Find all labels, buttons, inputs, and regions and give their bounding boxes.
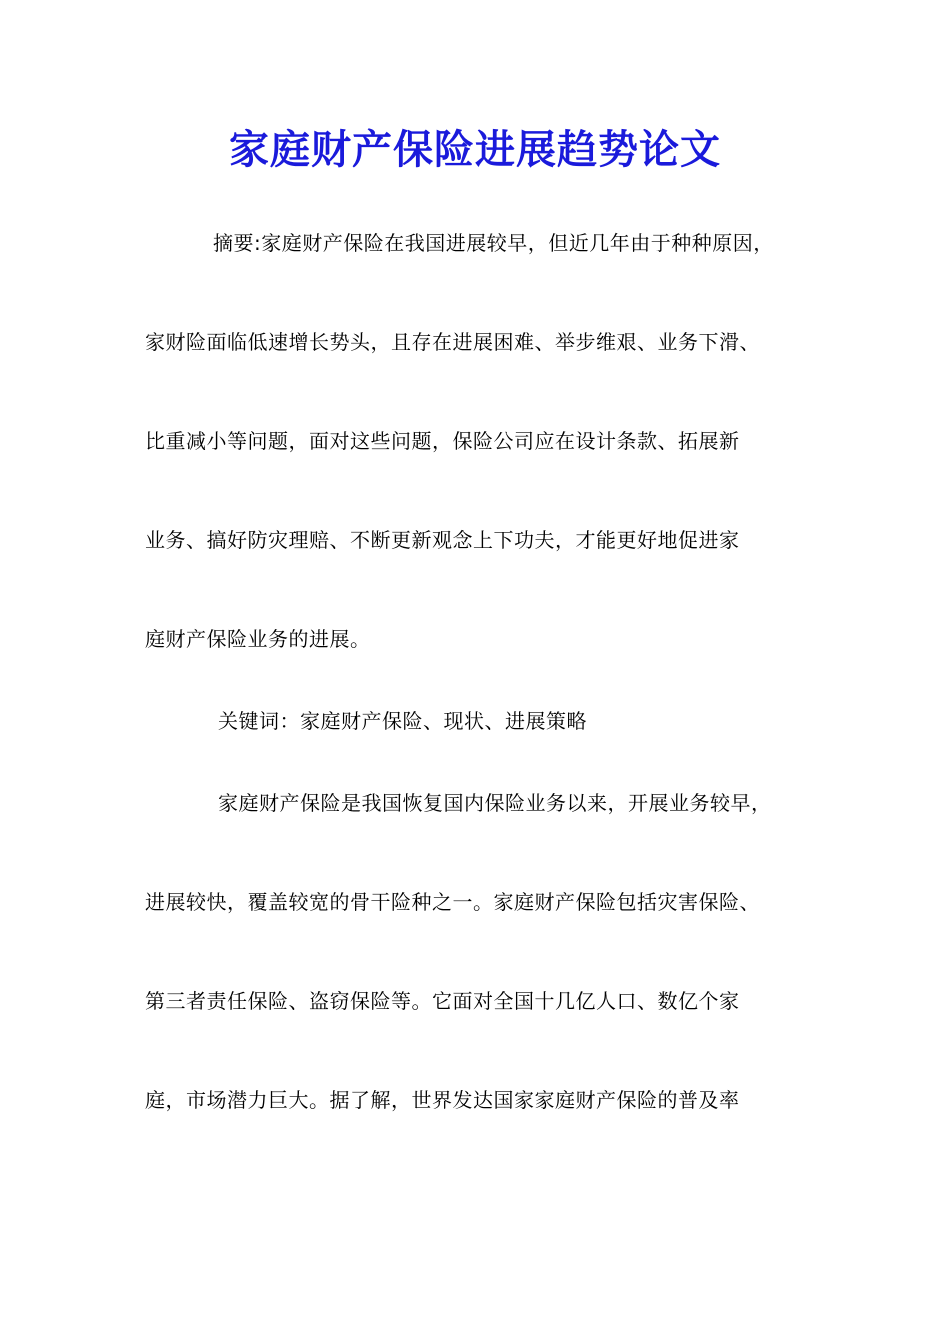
- document-title: 家庭财产保险进展趋势论文: [229, 126, 721, 173]
- body-line-4: 庭，市场潜力巨大。据了解，世界发达国家家庭财产保险的普及率: [145, 1088, 740, 1112]
- abstract-line-5: 庭财产保险业务的进展。: [145, 627, 371, 651]
- body-line-3: 第三者责任保险、盗窃保险等。它面对全国十几亿人口、数亿个家: [145, 989, 740, 1013]
- abstract-line-2: 家财险面临低速增长势头，且存在进展困难、举步维艰、业务下滑、: [145, 330, 760, 354]
- abstract-line-4: 业务、搞好防灾理赔、不断更新观念上下功夫，才能更好地促进家: [145, 528, 740, 552]
- body-line-2: 进展较快，覆盖较宽的骨干险种之一。家庭财产保险包括灾害保险、: [145, 890, 760, 914]
- body-line-1: 家庭财产保险是我国恢复国内保险业务以来，开展业务较早，: [218, 791, 772, 815]
- abstract-line-3: 比重减小等问题，面对这些问题，保险公司应在设计条款、拓展新: [145, 429, 740, 453]
- keywords-line: 关键词：家庭财产保险、现状、进展策略: [218, 709, 587, 733]
- abstract-line-1: 摘要:家庭财产保险在我国进展较早，但近几年由于种种原因，: [213, 231, 774, 255]
